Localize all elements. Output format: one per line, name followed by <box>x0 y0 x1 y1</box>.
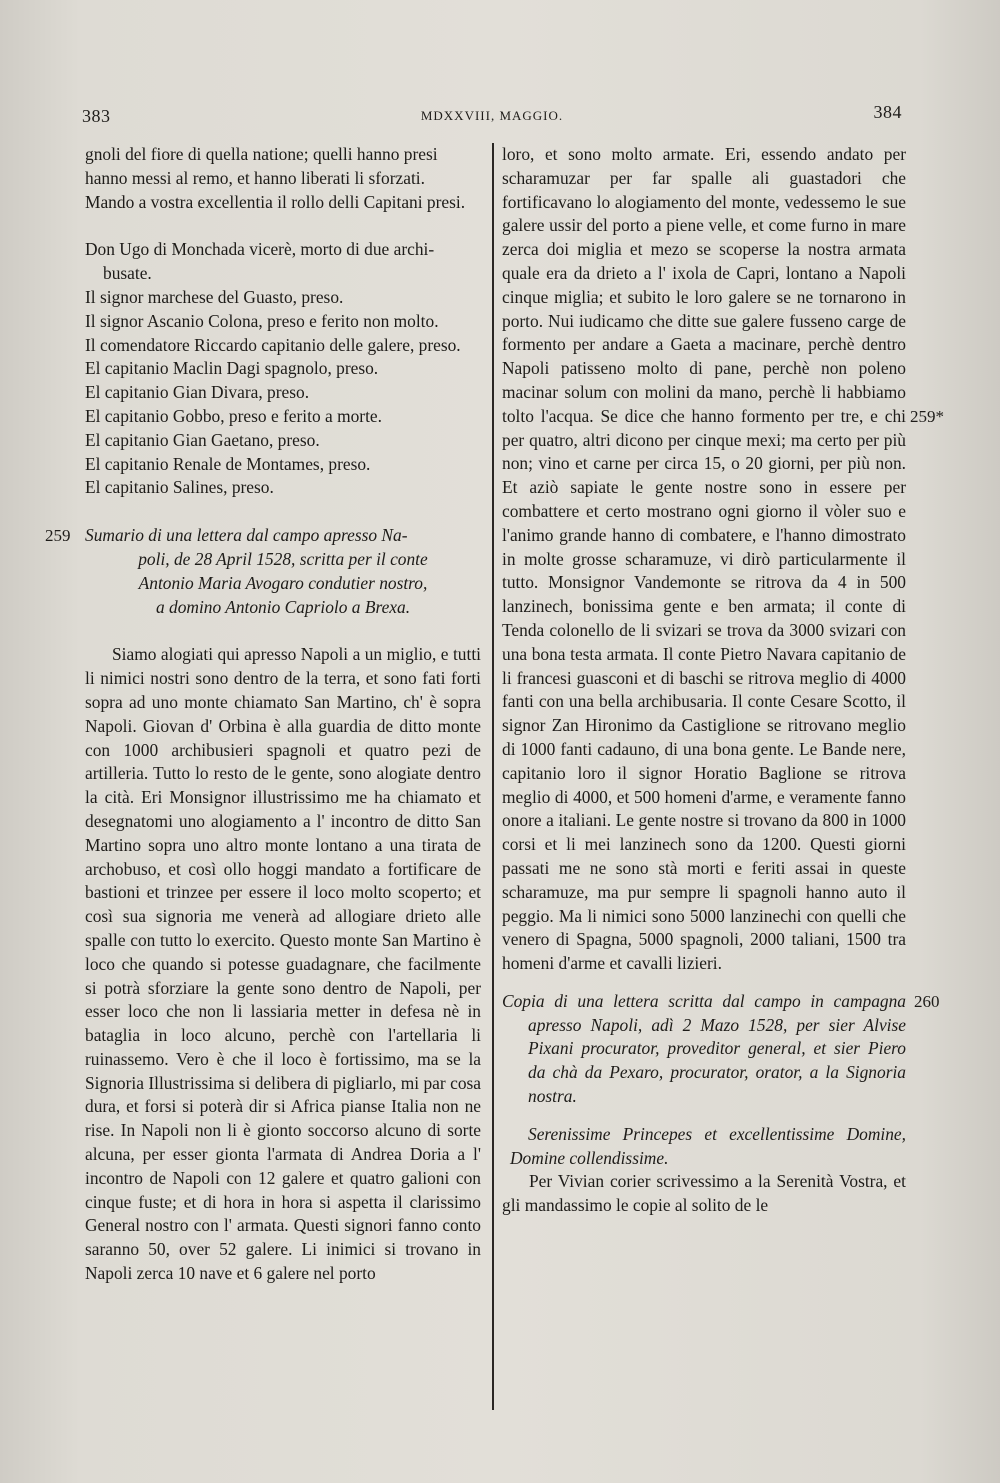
closing-paragraph: Per Vivian corier scrivessimo a la Serenità Vostra, et gli mandassimo le copie al solito de le <box>502 1171 906 1216</box>
section-heading-260: Copia di una lettera scritta dal campo in campagna apresso Napoli, adì 2 Mazo 1528, per sier Alvise Pixani procurator, proveditor general, et sier Piero da chà da Pexaro, procurator, orator, a la Signoria nostra. <box>502 990 906 1107</box>
heading-line: poli, de 28 April 1528, scritta per il conte <box>138 548 428 569</box>
list-item: El capitanio Salines, preso. <box>85 477 274 498</box>
margin-number: 259 <box>45 526 71 546</box>
margin-number: 260 <box>914 991 940 1011</box>
intro-line: gnoli del fiore di quella natione; quelli hanno presi <box>85 144 438 164</box>
left-column <box>45 143 481 1286</box>
page-number-right: 384 <box>873 102 902 122</box>
body-paragraph: loro, et sono molto armate. Eri, essendo andato per scharamuzar per far spalle ali guastadori che fortificavano lo alogiamento del monte, vedessemo le sue galere ussir del porto a piene velle, et come furno in mare zerca doi miglia et mezo se scoperse la nostra armata quale era da drieto a l' ixola de Capri, lontano a Napoli cinque miglia; et subito le loro galere se ne tornarono in porto. Nui iudicamo che ditte sue galere fusseno carge de formento per andare a Gaeta a macinare, perchè dentro Napoli patisseno molto di pane, perchè non poleno macinar solum con molini da mano, perchè li habbiamo tolto l'acqua. Se dice che hanno formento per tre, e chi per quatro, altri dicono per cinque mexi; ma certo per più non; vino et carne per circa 15, o 20 giorni, per più non. Et aziò sapiate le gente nostre sono in essere per combattere et certo mostrano ogni giorno il vòler suo e l'animo grande hanno di combatere, e l'hanno dimostrato in molte grosse scharamuze, vi dirò particularmente il tutto. Monsignor Vandemonte se ritrova da 4 in 500 lanzinech, bonissima gente e ben armata; il conte di Tenda colonello de li svizari se trova da 3000 svizari con una bona testa armata. Il conte Pietro Navara capitanio de li francesi guasconi et di baschi se ritrova meglio di 4000 fanti con una bella archibusaria. Il conte Cesare Scotto, il signor Zan Hironimo da Castiglione se ritrovano meglio di 1000 fanti cadauno, di una bona gente. Le Bande nere, capitanio loro il signor Horatio Baglione se ritrova meglio di 4000, et 500 homeni d'arme, e veramente fanno onore a italiani. Le gente nostre si trovano da 800 in 1000 corsi et li mei lanzinech sono da 1200. Questi giorni passati me ne sono stà morti e feriti assai in queste scharamuze, ma pur sempre li spagnoli hanno auto il peggio. Ma li nimici sono 5000 lanzinechi con quelli che venero di Spagna, 5000 spagnoli, 2000 taliani, 1500 tra homeni d'arme et cavalli lizieri. <box>502 144 906 974</box>
right-column <box>502 143 944 1218</box>
list-item: Il comendatore Riccardo capitanio delle galere, preso. <box>85 334 461 355</box>
list-item: Il signor Ascanio Colona, preso e ferito non molto. <box>85 310 439 331</box>
list-item: El capitanio Renale de Montames, preso. <box>85 453 371 474</box>
heading-line: a domino Antonio Capriolo a Brexa. <box>155 596 411 617</box>
column-divider <box>492 143 494 1410</box>
page-number-left: 383 <box>82 106 111 126</box>
list-item: El capitanio Gian Divara, preso. <box>85 382 310 403</box>
list-item: El capitanio Gian Gaetano, preso. <box>85 429 320 450</box>
running-header <box>82 102 902 130</box>
list-item: El capitanio Gobbo, preso e ferito a morte. <box>85 405 382 426</box>
heading-line: Antonio Maria Avogaro condutier nostro, <box>138 572 428 593</box>
body-paragraph: Siamo alogiati qui apresso Napoli a un miglio, e tutti li nimici nostri sono dentro de la terra, et sono fati forti sopra ad uno monte chiamato San Martino, ch' è sopra Napoli. Giovan d' Orbina è alla guardia de ditto monte con 1000 archibusieri spagnoli et quatro pezi de artilleria. Tutto lo resto de le gente, sono alogiate dentro la cità. Eri Monsignor illustrissimo me ha chiamato et desegnatomi uno alogiamento a l' incontro de ditto San Martino sopra uno altro monte lontano a una tirata de archobuso, et così ollo hoggi mandato a fortificare de bastioni et trinzee per essere il loco molto scoperto; et così sua signoria me venerà ad allogiare drieto alle spalle con tutto lo exercito. Questo monte San Martino è loco che quando si potesse guadagnare, che facilmente si potrà sforziare la gente sono dentro de Napoli, per esser loco che non li lassiaria metter in defesa nè in bataglia in loco alcuno, perchè con l'artellaria li ruinassemo. Vero è che il loco è fortissimo, ma se la Signoria Illustrissima si delibera di pigliarlo, mi par cosa dura, et forsi si poterà dir si Africa pianse Italia non ne rise. In Napoli non li è gionto soccorso alcuno di sorte alcuna, per esser gionta l'armata di Andrea Doria a l' incontro de Napoli con 12 galere et quatro galioni con cinque fuste; et di hora in hora si aspetta il clarissimo General nostro con l' armata. Questi signori fanno conto saranno 50, over 52 galere. Li inimici si trovano in Napoli zerca 10 nave et 6 galere nel porto <box>85 644 481 1284</box>
heading-line: Sumario di una lettera dal campo apresso Na- <box>85 525 408 546</box>
margin-number: 259* <box>910 407 944 426</box>
list-item: Don Ugo di Monchada vicerè, morto di due archi-busate. <box>85 239 435 284</box>
section-heading-259 <box>45 524 481 619</box>
intro-line: hanno messi al remo, et hanno liberati li sforzati. <box>85 167 425 188</box>
running-title: MDXXVIII, MAGGIO. <box>420 108 564 123</box>
salutation: Serenissime Princepes et excellentissime Domine, Domine collendissime. <box>510 1123 906 1168</box>
list-item: Il signor marchese del Guasto, preso. <box>85 286 344 307</box>
list-item: El capitanio Maclin Dagi spagnolo, preso. <box>85 358 379 379</box>
intro-line: Mando a vostra excellentia il rollo delli Capitani presi. <box>85 191 466 212</box>
